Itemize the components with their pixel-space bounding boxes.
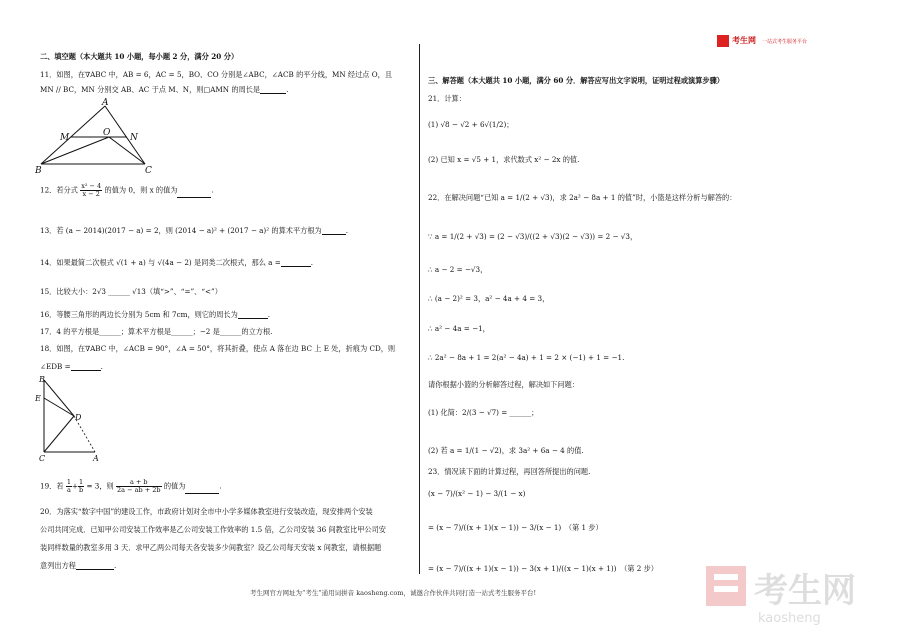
q23: 23．情况读下面的计算过程，再回答所提出的问题. (428, 467, 591, 476)
q20-line3: 装同样数量的教室多用 3 天．求甲乙两公司每天各安装多少间教室？设乙公司每天安装 x 间教室，请根据题 (40, 543, 382, 552)
fig11-label-B: B (35, 166, 42, 176)
q22-step3: ∴ (a − 2)² = 3，a² − 4a + 4 = 3， (428, 294, 550, 303)
q11-answer-blank[interactable] (260, 85, 286, 94)
q21-part2: (2) 已知 x = √5 + 1，求代数式 x² − 2x 的值. (428, 155, 580, 164)
q12-fraction (80, 183, 102, 198)
q19-frac-1a-den: a (66, 486, 71, 494)
q17: 17．4 的平方根是______；算术平方根是______；−2 是______的立方根. (40, 327, 273, 336)
logo-icon (717, 35, 729, 47)
q19: 19．若 $\frac{1}{a}$ + $\frac{1}{b}$ = 3，则 $\frac{a + b}{2a - ab + 2b}$ 的值为 . (40, 478, 222, 494)
fig18-label-B: B (39, 375, 45, 384)
q19-frac-1b-den: b (79, 486, 84, 494)
fig18-label-A: A (93, 454, 99, 463)
q19-post: 的值为 (163, 481, 186, 491)
q19-frac-1a-num: 1 (66, 478, 71, 486)
section-fill-blank-title: 二、填空题（本大题共 10 小题，每小题 2 分，满分 20 分） (40, 52, 239, 61)
q11-line1: 11．如图，在∇ABC 中，AB = 6，AC = 5，BO、CO 分别是∠ABC，∠ACB 的平分线，MN 经过点 O，且 (40, 70, 393, 79)
logo-brand: 考生网 (732, 36, 756, 45)
q22-step1: ∵ a = 1/(2 + √3) = (2 − √3)/((2 + √3)(2 − √3)) = 2 − √3， (428, 232, 638, 241)
q20-line1: 20．为落实“数字中国”的建设工作，市政府计划对全市中小学多媒体教室进行安装改造，现安排两个安装 (40, 507, 373, 516)
q19-frac-expr (116, 479, 162, 494)
q12-post: 的值为 0，则 x 的值为 (104, 185, 178, 195)
q19-frac-1b-num: 1 (79, 478, 84, 486)
q15: 15．比较大小：2√3 ______ √13（填“>”、“=”、“<”） (40, 287, 222, 296)
q13-answer-blank[interactable] (322, 226, 346, 235)
q20-line4: 意列出方程 . (40, 561, 117, 570)
q19-equals: = 3 (84, 481, 100, 491)
q14-text: 14．如果最简二次根式 √(1 + a) 与 √(4a − 2) 是同类二次根式，那么 a = (40, 258, 281, 267)
q22-instruction: 请你根据小篮的分析解答过程，解决如下问题： (428, 380, 579, 389)
fig11-label-C: C (145, 166, 152, 176)
q18-line1: 18．如图，在∇ABC 中，∠ACB = 90°，∠A = 50°，将其折叠，使点 A 落在边 BC 上 E 处，折痕为 CD，则 (40, 344, 396, 353)
logo-slogan: 一站式考生服务平台 (762, 39, 808, 45)
q20-answer-blank[interactable] (76, 561, 114, 570)
q14: 14．如果最简二次根式 √(1 + a) 与 √(4a − 2) 是同类二次根式，那么 a = . (40, 258, 314, 267)
fig11-label-N: N (130, 133, 138, 143)
q19-pre: 19．若 (40, 481, 64, 491)
q23-expr0: (x − 7)/(x² − 1) − 3/(1 − x) (428, 489, 526, 498)
q20-text: 意列出方程 (40, 561, 76, 570)
q12-denominator: x − 2 (82, 190, 100, 198)
page-footer: 考生网官方网址为“考生”通用词拼音 kaosheng.com，诚邀合作伙伴共同打造一站式考生服务平台! (250, 589, 537, 597)
q22-step4: ∴ a² − 4a = −1， (428, 324, 490, 333)
q16-text: 16．等腰三角形的两边长分别为 5cm 和 7cm，则它的周长为 (40, 310, 238, 319)
q22-part2: (2) 若 a = 1/(1 − √2)，求 3a² + 6a − 4 的值. (428, 446, 584, 455)
q19-answer-blank[interactable] (185, 485, 219, 494)
q19-expr-den: 2a − ab + 2b (117, 486, 161, 494)
watermark-cn: 考生网 (754, 571, 856, 611)
q12: 12．若分式 $\frac{\text{x² − 4}}{x - 2}$ 的值为 0，则 x 的值为 . (40, 182, 214, 198)
q19-frac-1a (66, 479, 72, 494)
q19-expr-num: a + b (116, 479, 162, 487)
brand-logo (717, 34, 813, 48)
q22-part1: (1) 化简：2/(3 − √7) = ______； (428, 408, 539, 417)
q16-answer-blank[interactable] (238, 310, 268, 319)
q12-pre: 12．若分式 (40, 185, 78, 195)
q22-step2: ∴ a − 2 = −√3， (428, 265, 488, 274)
q23-step1: = (x − 7)/((x + 1)(x − 1)) − 3/(x − 1) （第 1 步） (428, 523, 603, 532)
q19-mid: ，则 (99, 481, 114, 491)
q18-line2: ∠EDB = . (40, 362, 103, 371)
q22-step5: ∴ 2a² − 8a + 1 = 2(a² − 4a) + 1 = 2 × (−1) + 1 = −1. (428, 353, 625, 362)
fig18-label-C: C (39, 454, 46, 463)
fig11-label-M: M (60, 133, 70, 143)
q18-fold-figure (35, 374, 115, 464)
q18-answer-blank[interactable] (71, 362, 101, 371)
watermark-en: kaosheng (758, 611, 821, 626)
fig11-label-A: A (102, 98, 109, 108)
q13: 13．若 (a − 2014)(2017 − a) = 2，则 (2014 − a)² + (2017 − a)² 的算术平方根为 . (40, 226, 348, 235)
q21: 21．计算： (428, 94, 466, 103)
q21-part1: (1) √8 − √2 + 6√(1/2)； (428, 120, 514, 129)
q23-step2: = (x − 7)/((x + 1)(x − 1)) − 3(x + 1)/((x − 1)(x + 1)) （第 2 步） (428, 564, 658, 573)
q11-line2: MN // BC，MN 分别交 AB、AC 于点 M、N，则□AMN 的周长是 . (40, 85, 289, 94)
fig18-label-D: D (75, 413, 82, 422)
q12-numerator: x² − 4 (81, 182, 102, 190)
column-divider (419, 44, 420, 574)
q12-answer-blank[interactable] (177, 189, 211, 198)
q11-triangle-figure (35, 98, 165, 178)
fig18-label-E: E (35, 394, 41, 403)
q20-line2: 公司共同完成．已知甲公司安装工作效率是乙公司安装工作效率的 1.5 倍，乙公司安装 36 间教室比甲公司安 (40, 525, 386, 534)
q16: 16．等腰三角形的两边长分别为 5cm 和 7cm，则它的周长为 . (40, 310, 271, 319)
q14-answer-blank[interactable] (281, 258, 311, 267)
fig11-label-O: O (103, 128, 111, 138)
q11-text: MN // BC，MN 分别交 AB、AC 于点 M、N，则□AMN 的周长是 (40, 85, 261, 94)
watermark-logo (700, 558, 890, 628)
section-solve-title: 三、解答题（本大题共 10 小题，满分 60 分．解答应写出文字说明，证明过程或演算步骤） (428, 76, 724, 85)
q13-text: 13．若 (a − 2014)(2017 − a) = 2，则 (2014 − a)² + (2017 − a)² 的算术平方根为 (40, 226, 322, 235)
q18-text: ∠EDB = (40, 362, 71, 371)
q22: 22．在解决问题“已知 a = 1/(2 + √3)，求 2a² − 8a + 1 的值”时，小篮是这样分析与解答的： (428, 193, 737, 202)
